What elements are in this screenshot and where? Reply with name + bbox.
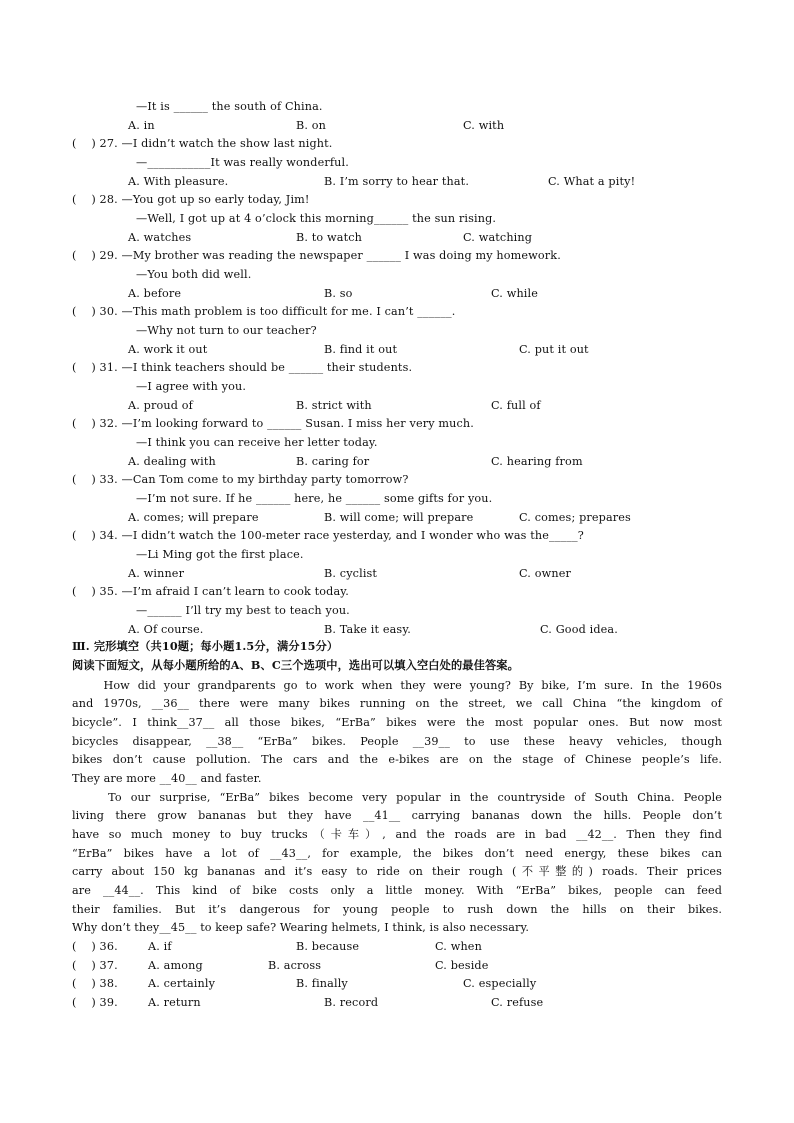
q32-option-c: C. hearing from bbox=[491, 455, 583, 468]
q34-stem: ( ) 34. —I didn’t watch the 100-meter race yesterday, and I wonder who was the_____? bbox=[72, 529, 584, 542]
q30-option-a: A. work it out bbox=[128, 343, 208, 356]
section-instruction: 阅读下面短文，从每小题所给的A、B、C三个选项中，选出可以填入空白处的最佳答案。 bbox=[72, 658, 519, 672]
q30-line2: —Why not turn to our teacher? bbox=[136, 324, 317, 337]
q26-option-b: B. on bbox=[296, 119, 327, 132]
q27-option-a: A. With pleasure. bbox=[128, 175, 229, 188]
q29-option-a: A. before bbox=[128, 287, 182, 300]
passage-line: have so much money to buy trucks（卡车）, and the roads are in bad __42__. Then they find bbox=[72, 828, 722, 841]
q32-line2: —I think you can receive her letter today. bbox=[136, 436, 378, 449]
q27-line2: —___________It was really wonderful. bbox=[136, 156, 349, 169]
q37-option-b: B. across bbox=[268, 959, 322, 972]
q28-option-b: B. to watch bbox=[296, 231, 362, 244]
q34-option-b: B. cyclist bbox=[324, 567, 378, 580]
q38-prefix: ( ) 38. bbox=[72, 977, 118, 990]
passage-line: Why don’t they__45__ to keep safe? Wearing helmets, I think, is also necessary. bbox=[72, 921, 530, 934]
q38-option-a: A. certainly bbox=[148, 977, 216, 990]
passage-line: bicycle”. I think__37__ all those bikes, “ErBa” bikes were the most popular ones. But now most bbox=[72, 716, 722, 729]
q31-line2: —I agree with you. bbox=[136, 380, 247, 393]
q35-option-c: C. Good idea. bbox=[540, 623, 618, 636]
passage-line: bikes don’t cause pollution. The cars and the e-bikes are on the stage of Chinese people’s life. bbox=[72, 753, 722, 766]
passage-line: are __44__. This kind of bike costs only a little money. With “ErBa” bikes, people can feed bbox=[72, 884, 722, 897]
q38-option-b: B. finally bbox=[296, 977, 348, 990]
q32-option-b: B. caring for bbox=[296, 455, 370, 468]
passage-line: “ErBa” bikes have a lot of __43__, for example, the bikes don’t need energy, these bikes can bbox=[72, 847, 722, 860]
q28-stem: ( ) 28. —You got up so early today, Jim! bbox=[72, 193, 310, 206]
q33-stem: ( ) 33. —Can Tom come to my birthday party tomorrow? bbox=[72, 473, 409, 486]
q31-option-b: B. strict with bbox=[296, 399, 372, 412]
q31-option-c: C. full of bbox=[491, 399, 541, 412]
q37-option-c: C. beside bbox=[435, 959, 489, 972]
q37-option-a: A. among bbox=[148, 959, 203, 972]
q36-option-b: B. because bbox=[296, 940, 360, 953]
q35-option-b: B. Take it easy. bbox=[324, 623, 412, 636]
q33-option-a: A. comes; will prepare bbox=[128, 511, 259, 524]
q26-line2: —It is ______ the south of China. bbox=[136, 100, 323, 113]
q28-option-c: C. watching bbox=[463, 231, 533, 244]
passage-line: carry about 150 kg bananas and it’s easy to ride on their rough (不平整的) roads. Their prices bbox=[72, 865, 722, 878]
q31-stem: ( ) 31. —I think teachers should be ______ their students. bbox=[72, 361, 413, 374]
q39-prefix: ( ) 39. bbox=[72, 996, 118, 1009]
q33-line2: —I’m not sure. If he ______ here, he ______ some gifts for you. bbox=[136, 492, 493, 505]
q35-option-a: A. Of course. bbox=[128, 623, 204, 636]
q39-option-c: C. refuse bbox=[491, 996, 544, 1009]
q36-option-c: C. when bbox=[435, 940, 482, 953]
passage-line: They are more __40__ and faster. bbox=[72, 772, 262, 785]
q29-stem: ( ) 29. —My brother was reading the newspaper ______ I was doing my homework. bbox=[72, 249, 561, 262]
section-heading: Ⅲ. 完形填空（共10题；每小题1.5分，满分15分） bbox=[72, 639, 339, 653]
q29-option-b: B. so bbox=[324, 287, 353, 300]
q27-stem: ( ) 27. —I didn’t watch the show last night. bbox=[72, 137, 333, 150]
q30-option-b: B. find it out bbox=[324, 343, 398, 356]
q34-option-a: A. winner bbox=[128, 567, 185, 580]
passage-line: and 1970s, __36__ there were many bikes running on the street, we call China “the kingdom of bbox=[72, 697, 722, 710]
q29-option-c: C. while bbox=[491, 287, 539, 300]
q37-prefix: ( ) 37. bbox=[72, 959, 118, 972]
q32-option-a: A. dealing with bbox=[128, 455, 216, 468]
q33-option-b: B. will come; will prepare bbox=[324, 511, 474, 524]
passage-line: How did your grandparents go to work when they were young? By bike, I’m sure. In the 1960s bbox=[72, 679, 722, 692]
q35-line2: —______ I’ll try my best to teach you. bbox=[136, 604, 350, 617]
q38-option-c: C. especially bbox=[463, 977, 537, 990]
q28-line2: —Well, I got up at 4 o’clock this morning______ the sun rising. bbox=[136, 212, 497, 225]
q27-option-c: C. What a pity! bbox=[548, 175, 636, 188]
q31-option-a: A. proud of bbox=[128, 399, 193, 412]
q39-option-a: A. return bbox=[148, 996, 201, 1009]
passage-line: their families. But it’s dangerous for young people to rush down the hills on their bikes. bbox=[72, 903, 722, 916]
passage-line: To our surprise, “ErBa” bikes become very popular in the countryside of South China. People bbox=[72, 791, 722, 804]
passage-line: bicycles disappear, __38__ “ErBa” bikes. People __39__ to use these heavy vehicles, though bbox=[72, 735, 722, 748]
q36-prefix: ( ) 36. bbox=[72, 940, 118, 953]
q26-option-a: A. in bbox=[128, 119, 155, 132]
q29-line2: —You both did well. bbox=[136, 268, 252, 281]
q35-stem: ( ) 35. —I’m afraid I can’t learn to cook today. bbox=[72, 585, 349, 598]
q39-option-b: B. record bbox=[324, 996, 379, 1009]
q27-option-b: B. I’m sorry to hear that. bbox=[324, 175, 470, 188]
q34-line2: —Li Ming got the first place. bbox=[136, 548, 304, 561]
q30-stem: ( ) 30. —This math problem is too difficult for me. I can’t ______. bbox=[72, 305, 456, 318]
q30-option-c: C. put it out bbox=[519, 343, 589, 356]
q36-option-a: A. if bbox=[148, 940, 172, 953]
passage-line: living there grow bananas but they have __41__ carrying bananas down the hills. People don’t bbox=[72, 809, 722, 822]
q32-stem: ( ) 32. —I’m looking forward to ______ Susan. I miss her very much. bbox=[72, 417, 474, 430]
q28-option-a: A. watches bbox=[128, 231, 192, 244]
q33-option-c: C. comes; prepares bbox=[519, 511, 631, 524]
q26-option-c: C. with bbox=[463, 119, 505, 132]
q34-option-c: C. owner bbox=[519, 567, 571, 580]
